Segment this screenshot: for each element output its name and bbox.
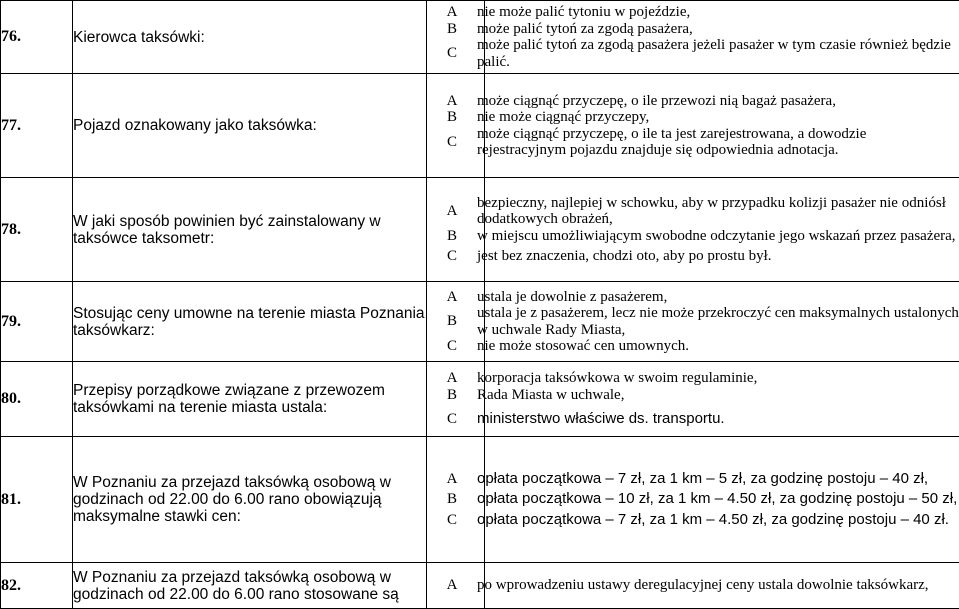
answers-cell	[485, 437, 959, 563]
answer-option[interactable]	[427, 93, 959, 110]
answer-option[interactable]	[427, 109, 959, 126]
answer-letter: C	[427, 512, 477, 529]
answers-cell	[485, 1, 959, 74]
answer-text: opłata początkowa – 10 zł, za 1 km – 4.50 zł, za godzinę postoju – 50 zł,	[477, 491, 959, 508]
answer-letter: B	[427, 313, 477, 330]
answer-option[interactable]	[427, 289, 959, 306]
question-row-77	[1, 74, 959, 178]
answer-letter: C	[427, 338, 477, 355]
answer-text: jest bez znaczenia, chodzi oto, aby po prostu był.	[477, 248, 959, 265]
answer-letter: C	[427, 134, 477, 151]
answers-cell	[485, 74, 959, 178]
answer-letter: A	[427, 577, 477, 594]
question-text: W Poznaniu za przejazd taksówką osobową w godzinach od 22.00 do 6.00 rano obowiązują maksymalne stawki cen:	[73, 437, 427, 563]
answer-text: może ciągnąć przyczepę, o ile przewozi nią bagaż pasażera,	[477, 93, 959, 110]
answer-text: może palić tytoń za zgodą pasażera jeżeli pasażer w tym czasie również będzie palić.	[477, 37, 959, 70]
question-row-79	[1, 282, 959, 362]
answers-cell	[485, 282, 959, 362]
answer-text: korporacja taksówkowa w swoim regulaminie,	[477, 370, 959, 387]
question-row-82	[1, 563, 959, 609]
answer-letter: A	[427, 203, 477, 220]
answer-option[interactable]	[427, 37, 959, 70]
answer-text: może palić tytoń za zgodą pasażera,	[477, 21, 959, 38]
answer-text: Rada Miasta w uchwale,	[477, 387, 959, 404]
question-text: Kierowca taksówki:	[73, 1, 427, 74]
answer-option[interactable]	[427, 577, 959, 594]
answer-option[interactable]	[427, 305, 959, 338]
answer-text: ustala je dowolnie z pasażerem,	[477, 289, 959, 306]
question-number: 81.	[1, 437, 73, 563]
answer-text: nie może palić tytoniu w pojeździe,	[477, 4, 959, 21]
answer-letter: C	[427, 45, 477, 62]
answer-option[interactable]	[427, 4, 959, 21]
answer-option[interactable]	[427, 512, 959, 529]
answer-letter: B	[427, 228, 477, 245]
answer-letter: A	[427, 370, 477, 387]
answer-letter: A	[427, 93, 477, 110]
answer-option[interactable]	[427, 338, 959, 355]
answer-text: opłata początkowa – 7 zł, za 1 km – 5 zł, za godzinę postoju – 40 zł,	[477, 471, 959, 488]
answer-letter: C	[427, 411, 477, 428]
answer-text: ustala je z pasażerem, lecz nie może przekroczyć cen maksymalnych ustalonych w uchwale Rady Miasta,	[477, 305, 959, 338]
answer-letter: B	[427, 387, 477, 404]
question-number: 79.	[1, 282, 73, 362]
answer-option[interactable]	[427, 126, 959, 159]
answer-letter: A	[427, 4, 477, 21]
answers-cell	[485, 563, 959, 609]
answer-letter: C	[427, 248, 477, 265]
question-text: W Poznaniu za przejazd taksówką osobową w godzinach od 22.00 do 6.00 rano stosowane są	[73, 563, 427, 609]
answer-option[interactable]	[427, 471, 959, 488]
answer-text: może ciągnąć przyczepę, o ile ta jest zarejestrowana, a dowodzie rejestracyjnym pojazdu znajduje się odpowiednia adnotacja.	[477, 126, 959, 159]
answer-letter: A	[427, 471, 477, 488]
answer-letter: B	[427, 109, 477, 126]
answer-option[interactable]	[427, 411, 959, 428]
question-text: Pojazd oznakowany jako taksówka:	[73, 74, 427, 178]
answer-text: bezpieczny, najlepiej w schowku, aby w przypadku kolizji pasażer nie odniósł dodatkowych obrażeń,	[477, 195, 959, 228]
question-row-80	[1, 362, 959, 437]
answer-option[interactable]	[427, 248, 959, 265]
answer-text: opłata początkowa – 7 zł, za 1 km – 4.50 zł, za godzinę postoju – 40 zł.	[477, 512, 959, 529]
answers-cell	[485, 362, 959, 437]
answer-letter: B	[427, 491, 477, 508]
answer-text: nie może stosować cen umownych.	[477, 338, 959, 355]
question-text: W jaki sposób powinien być zainstalowany w taksówce taksometr:	[73, 178, 427, 282]
answer-text: po wprowadzeniu ustawy deregulacyjnej ceny ustala dowolnie taksówkarz,	[477, 577, 959, 594]
question-row-81	[1, 437, 959, 563]
answer-option[interactable]	[427, 21, 959, 38]
answer-text: w miejscu umożliwiającym swobodne odczytanie jego wskazań przez pasażera,	[477, 228, 959, 245]
answers-cell	[485, 178, 959, 282]
question-text: Przepisy porządkowe związane z przewozem taksówkami na terenie miasta ustala:	[73, 362, 427, 437]
question-number: 78.	[1, 178, 73, 282]
answer-option[interactable]	[427, 491, 959, 508]
answer-option[interactable]	[427, 195, 959, 228]
answer-option[interactable]	[427, 228, 959, 245]
answer-letter: B	[427, 21, 477, 38]
question-text: Stosując ceny umowne na terenie miasta Poznania taksówkarz:	[73, 282, 427, 362]
answer-text: nie może ciągnąć przyczepy,	[477, 109, 959, 126]
question-row-76	[1, 1, 959, 74]
answer-text: ministerstwo właściwe ds. transportu.	[477, 411, 959, 428]
answer-letter: A	[427, 289, 477, 306]
question-number: 76.	[1, 1, 73, 74]
answer-option[interactable]	[427, 387, 959, 404]
question-number: 80.	[1, 362, 73, 437]
question-row-78	[1, 178, 959, 282]
question-number: 77.	[1, 74, 73, 178]
answer-option[interactable]	[427, 370, 959, 387]
question-number: 82.	[1, 563, 73, 609]
